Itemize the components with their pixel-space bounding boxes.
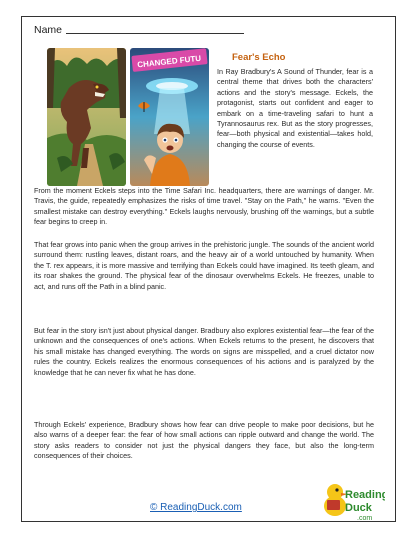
paragraph-5: Through Eckels' experience, Bradbury shows how fear can drive people to make poor decisions, but he also warns of a deeper fear: the fear of how small actions can ripple outward and change the world. The story asks readers to consider not just the physical dangers they face, but also the long-term consequences of their choices. [34, 420, 374, 461]
readingduck-link[interactable]: © ReadingDuck.com [150, 502, 242, 513]
name-blank-line [66, 32, 244, 34]
paragraph-3: That fear grows into panic when the group arrives in the prehistoric jungle. The sounds of the ancient world surround them: rustling leaves, distant roars, and the heavy air of a world untouched by humanity. When the T. rex appears, it is more massive and terrifying than Eckels could have imagined. Its teeth gleam, and its roar shakes the ground. The physical fear of the dinosaur overwhelms Eckels. He freezes, unable to act, and runs off the Path in a blind panic. [34, 240, 374, 291]
paragraph-2: From the moment Eckels steps into the Time Safari Inc. headquarters, there are warnings of danger. Mr. Travis, the guide, repeatedly emphasizes the risks of time travel. "Stay on the Path," he warns. "Even the smallest mistake can destroy everything." Eckels laughs nervously, brushing off the warnings, but a subtle fear begins to creep in. [34, 186, 374, 227]
story-title: Fear's Echo [232, 52, 286, 63]
trex-illustration [47, 48, 126, 186]
name-field [34, 24, 244, 36]
name-label: Name [34, 24, 63, 36]
changed-future-sign: CHANGED FUTU [136, 53, 202, 70]
logo-text-duck: Duck [345, 502, 372, 514]
time-portal-illustration [130, 48, 209, 186]
paragraph-4: But fear in the story isn't just about physical danger. Bradbury also explores existential fear—the fear of the unknown and the consequences of one's actions. When Eckels returns to the present, he discovers that his small mistake has changed everything. The words on signs are misspelled, and a cruel dictator now rules the country. Eckels realizes the enormous consequences of his actions and is paralyzed by the knowledge that he can never fix what he has done. [34, 326, 374, 377]
reading-duck-logo [321, 472, 385, 528]
paragraph-1: In Ray Bradbury's A Sound of Thunder, fear is a central theme that drives both the characters' actions and the story's message. Eckels, the protagonist, starts out confident and eager to embark on a time-traveling safari to hunt a Tyrannosaurus rex. But as the story progresses, fear—both physical and existential—takes hold, changing the course of events. [217, 67, 373, 149]
logo-text-com: .com [357, 515, 373, 522]
logo-text-reading: Reading [345, 489, 385, 501]
